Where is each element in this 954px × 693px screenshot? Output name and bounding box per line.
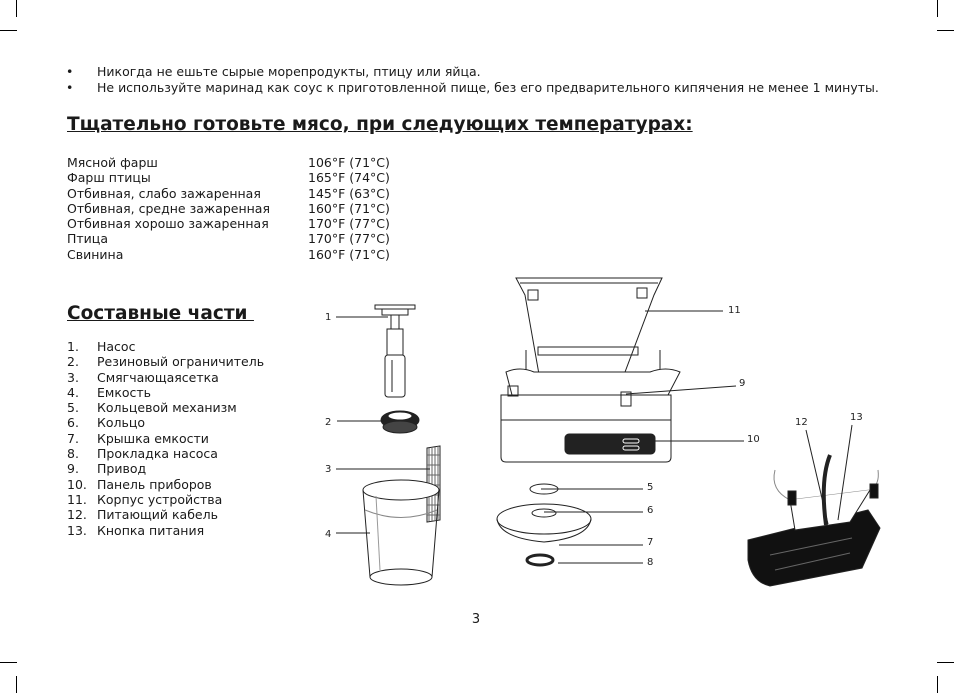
callout-number: 1 (325, 312, 332, 323)
part-number: 1. (67, 339, 79, 354)
list-item: • Никогда не ешьте сырые морепродукты, птицу или яйца. (66, 64, 481, 79)
part-number: 12. (67, 507, 87, 523)
part-number: 10. (67, 476, 87, 492)
list-item: • Не используйте маринад как соус к приготовленной пище, без его предварительного кипячения не менее 1 минуты. (66, 79, 879, 95)
part-number: 6. (67, 415, 79, 431)
part-number: 5. (67, 400, 79, 416)
callout-number: 10 (747, 434, 760, 445)
callout-number: 13 (850, 412, 863, 423)
part-label: Емкость (97, 384, 152, 400)
parts-heading: Составные части (67, 303, 254, 324)
part-number: 4. (67, 384, 79, 400)
part-number: 7. (67, 430, 79, 446)
callout-number: 6 (647, 505, 654, 516)
temperature-value: 145°F (63°C) (308, 185, 390, 201)
part-number: 9. (67, 461, 79, 477)
container-illustration (363, 480, 439, 585)
device-back-illustration (748, 455, 880, 586)
part-label: Резиновый ограничитель (97, 354, 265, 370)
bullet-text: Никогда не ешьте сырые морепродукты, птицу или яйца. (97, 64, 481, 79)
callout-number: 7 (647, 537, 654, 548)
rubber-stopper-illustration (381, 411, 419, 433)
part-label: Привод (97, 461, 147, 477)
part-label: Панель приборов (97, 476, 212, 492)
callout-number: 2 (325, 417, 332, 428)
part-label: Насос (97, 339, 136, 354)
temperature-heading: Тщательно готовьте мясо, при следующих температурах: (67, 114, 693, 135)
meat-name: Отбивная хорошо зажаренная (67, 216, 269, 232)
temperature-value: 160°F (71°C) (308, 200, 390, 216)
page-number: 3 (471, 612, 481, 627)
part-label: Питающий кабель (97, 507, 218, 523)
part-number: 2. (67, 354, 79, 370)
part-label: Кнопка питания (97, 522, 205, 538)
meat-name: Отбивная, средне зажаренная (67, 200, 270, 216)
temperature-value: 170°F (77°C) (308, 231, 390, 247)
pump-illustration (375, 305, 415, 397)
temperature-value: 106°F (71°C) (308, 155, 390, 170)
part-number: 8. (67, 446, 79, 462)
lid-parts-illustration (497, 484, 591, 565)
callout-number: 4 (325, 529, 332, 540)
temperature-value: 160°F (71°C) (308, 246, 390, 262)
part-label: Крышка емкости (97, 430, 209, 446)
callout-number: 5 (647, 482, 654, 493)
device-body-illustration (501, 278, 680, 462)
part-label: Смягчающаясетка (97, 369, 219, 385)
part-number: 11. (67, 491, 87, 507)
part-label: Прокладка насоса (97, 446, 218, 462)
temperature-value: 165°F (74°C) (308, 170, 390, 186)
part-number: 13. (67, 522, 87, 538)
meat-name: Фарш птицы (67, 170, 151, 186)
part-label: Корпус устройства (97, 491, 223, 507)
meat-name: Свинина (67, 246, 124, 262)
bullet-text: Не используйте маринад как соус к приготовленной пище, без его предварительного кипячения не менее 1 минуты. (97, 79, 879, 95)
callout-number: 3 (325, 464, 332, 475)
part-label: Кольцо (97, 415, 146, 431)
callout-number: 12 (795, 417, 808, 428)
part-number: 3. (67, 369, 79, 385)
callout-number: 11 (728, 305, 741, 316)
temperature-value: 170°F (77°C) (308, 216, 390, 232)
meat-name: Отбивная, слабо зажаренная (67, 185, 261, 201)
meat-name: Мясной фарш (67, 155, 158, 170)
part-label: Кольцевой механизм (97, 400, 237, 416)
callout-number: 8 (647, 557, 654, 568)
callout-number: 9 (739, 378, 746, 389)
meat-name: Птица (67, 231, 108, 247)
